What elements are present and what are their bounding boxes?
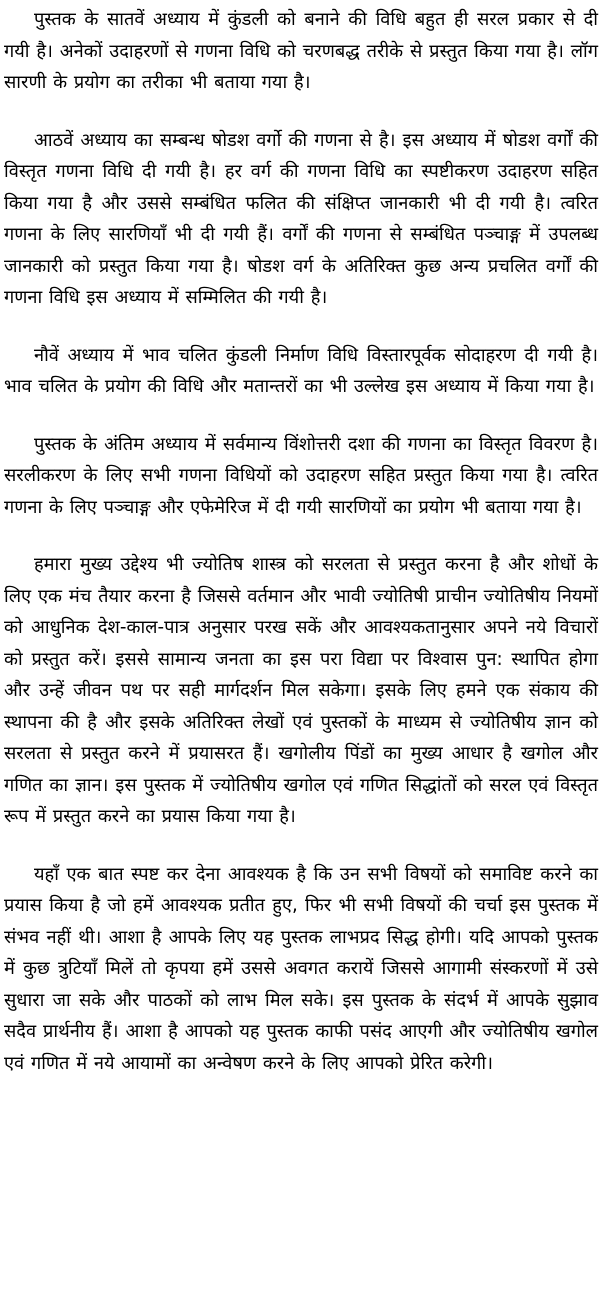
paragraph-chapter-eight: आठवें अध्याय का सम्बन्ध षोडश वर्गो की गणना से है। इस अध्याय में षोडश वर्गों की विस्तृत गणना विधि दी गयी है। हर वर्ग की गणना विधि का स्पष्टीकरण उदाहरण सहित किया गया है और उससे सम्बंधित फलित की संक्षिप्त जानकारी भी दी गयी है। त्वरित गणना के लिए सारणियाँ भी दी गयी हैं। वर्गों की गणना से सम्बंधित पञ्चाङ्ग में उपलब्ध जानकारी को प्रस्तुत किया गया है। षोडश वर्ग के अतिरिक्त कुछ अन्य प्रचलित वर्गों की गणना विधि इस अध्याय में सम्मिलित की गयी है।: [4, 129, 598, 308]
paragraph-closing-note: यहाँ एक बात स्पष्ट कर देना आवश्यक है कि उन सभी विषयों को समाविष्ट करने का प्रयास किया है जो हमें आवश्यक प्रतीत हुए, फिर भी सभी विषयों की चर्चा इस पुस्तक में संभव नहीं थी। आशा है आपके लिए यह पुस्तक लाभप्रद सिद्ध होगी। यदि आपको पुस्तक में कुछ त्रुटियाँ मिलें तो कृपया हमें उससे अवगत करायें जिससे आगामी संस्करणों में उसे सुधारा जा सके और पाठकों को लाभ मिल सके। इस पुस्तक के संदर्भ में आपके सुझाव सदैव प्रार्थनीय हैं। आशा है आपको यह पुस्तक काफी पसंद आएगी और ज्योतिषीय खगोल एवं गणित में नये आयामों का अन्वेषण करने के लिए आपको प्रेरित करेगी।: [4, 863, 598, 1074]
paragraph-chapter-nine: नौवें अध्याय में भाव चलित कुंडली निर्माण विधि विस्तारपूर्वक सोदाहरण दी गयी है। भाव चलित के प्रयोग की विधि और मतान्तरों का भी उल्लेख इस अध्याय में किया गया है।: [4, 344, 598, 397]
paragraph-final-chapter: पुस्तक के अंतिम अध्याय में सर्वमान्य विंशोत्तरी दशा की गणना का विस्तृत विवरण है। सरलीकरण के लिए सभी गणना विधियों को उदाहरण सहित प्रस्तुत किया गया है। त्वरित गणना के लिए पञ्चाङ्ग और एफेमेरिज में दी गयी सारणियों का प्रयोग भी बताया गया है।: [4, 433, 598, 518]
paragraph-main-objective: हमारा मुख्य उद्देश्य भी ज्योतिष शास्त्र को सरलता से प्रस्तुत करना है और शोधों के लिए एक मंच तैयार करना है जिससे वर्तमान और भावी ज्योतिषी प्राचीन ज्योतिषीय नियमों को आधुनिक देश-काल-पात्र अनुसार परख सकें और आवश्यकतानुसार अपने नये विचारों को प्रस्तुत करें। इससे सामान्य जनता का इस परा विद्या पर विश्वास पुन: स्थापित होगा और उन्हें जीवन पथ पर सही मार्गदर्शन मिल सकेगा। इसके लिए हमने एक संकाय की स्थापना की है और इसके अतिरिक्त लेखों एवं पुस्तकों के माध्यम से ज्योतिषीय ज्ञान को सरलता से प्रस्तुत करने में प्रयासरत हैं। खगोलीय पिंडों का मुख्य आधार है खगोल और गणित का ज्ञान। इस पुस्तक में ज्योतिषीय खगोल एवं गणित सिद्धांतों को सरल एवं विस्तृत रूप में प्रस्तुत करने का प्रयास किया गया है।: [4, 554, 598, 827]
paragraph-chapter-seven: पुस्तक के सातवें अध्याय में कुंडली को बनाने की विधि बहुत ही सरल प्रकार से दी गयी है। अनेकों उदाहरणों से गणना विधि को चरणबद्ध तरीके से प्रस्तुत किया गया है। लॉग सारणी के प्रयोग का तरीका भी बताया गया है।: [4, 9, 598, 93]
